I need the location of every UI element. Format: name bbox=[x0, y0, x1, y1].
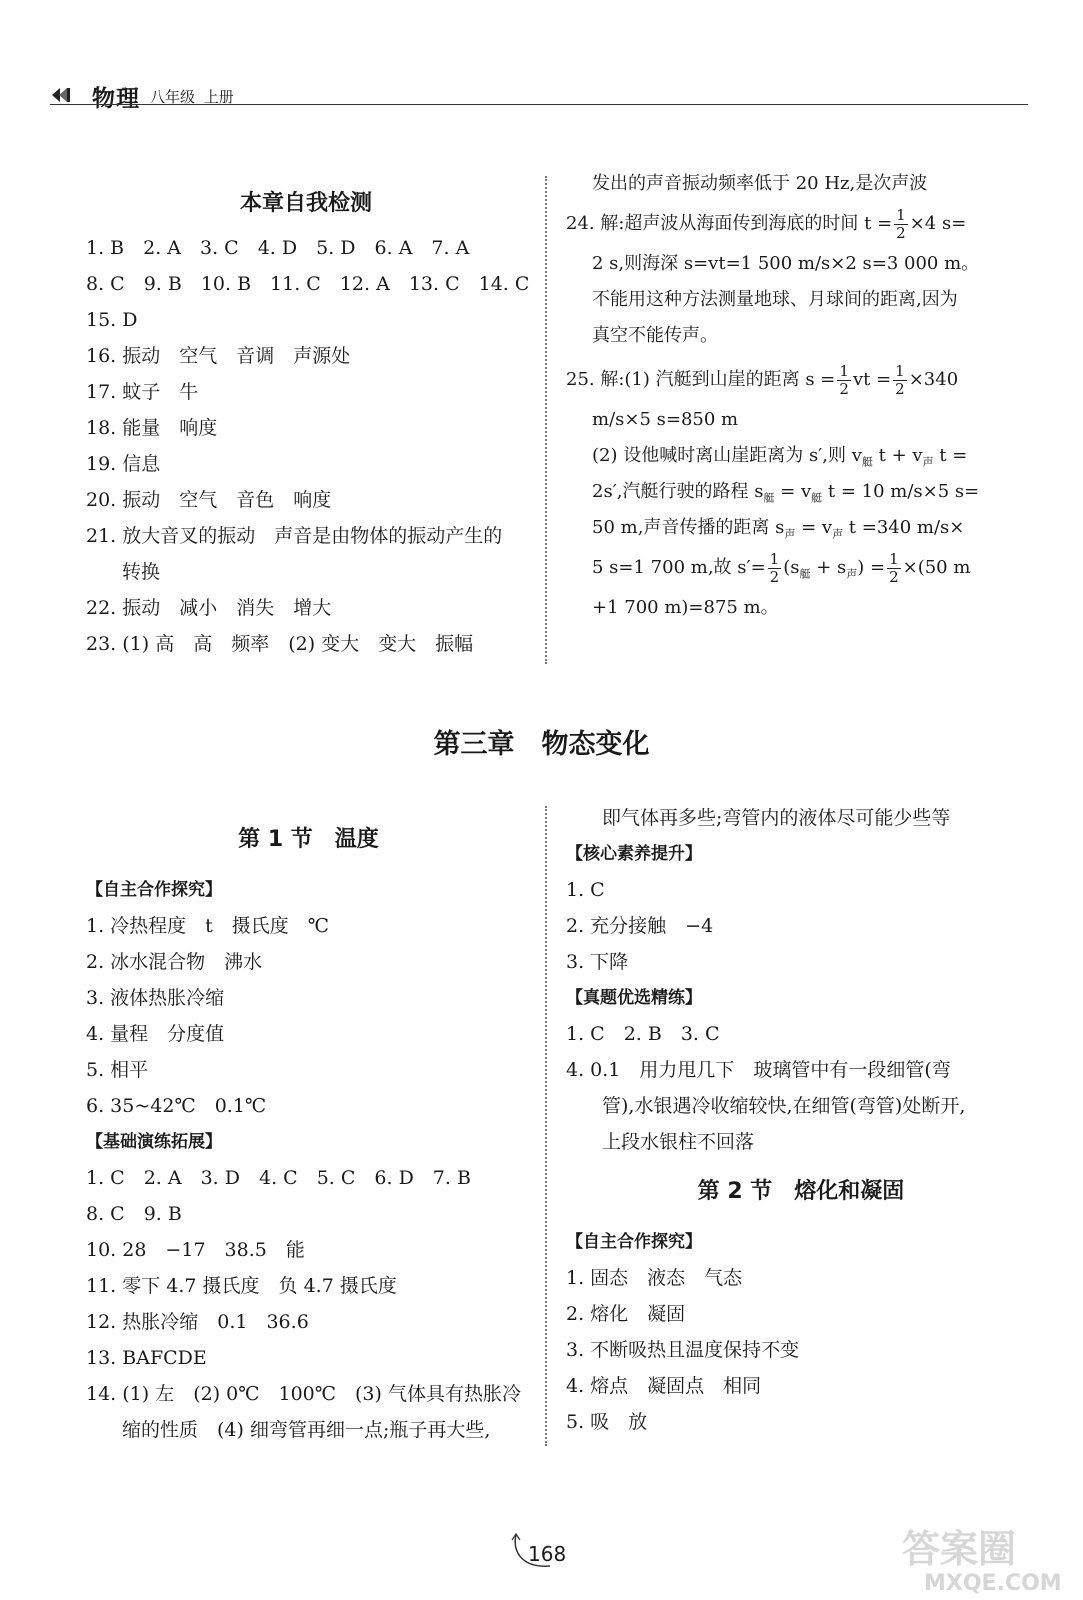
answer-line: 13. BAFCDE bbox=[86, 1347, 207, 1369]
text: 2s′,汽艇行驶的路程 s bbox=[592, 481, 764, 502]
answer-line: 15. D bbox=[86, 309, 138, 331]
fraction-numerator: 1 bbox=[769, 549, 780, 568]
text: (2) 设他喊时离山崖距离为 s′,则 v bbox=[592, 445, 862, 466]
fraction-half bbox=[894, 207, 908, 242]
answer-line: 20. 振动 空气 音色 响度 bbox=[86, 489, 332, 511]
fraction-denominator: 2 bbox=[889, 567, 899, 586]
answer-line: 3. 下降 bbox=[566, 951, 629, 973]
text: ×4 s= bbox=[909, 213, 967, 234]
text: ) = bbox=[857, 557, 886, 578]
answer-line: 12. 热胀冷缩 0.1 36.6 bbox=[86, 1311, 309, 1333]
subscript: 声 bbox=[784, 527, 796, 541]
fraction-half bbox=[887, 551, 901, 586]
answer-line: 不能用这种方法测量地球、月球间的距离,因为 bbox=[592, 289, 958, 310]
answer-line: 2. 充分接触 −4 bbox=[566, 915, 714, 937]
answer-line: 19. 信息 bbox=[86, 453, 161, 475]
fraction-half bbox=[893, 363, 907, 398]
text: t + v bbox=[872, 445, 923, 466]
section-tag: 【自主合作探究】 bbox=[86, 880, 222, 900]
fraction-half bbox=[837, 363, 851, 398]
fraction-denominator: 2 bbox=[895, 379, 905, 398]
bottom-right-column bbox=[566, 800, 1036, 1440]
answer-line: 5. 吸 放 bbox=[566, 1411, 648, 1433]
answer-line: m/s×5 s=850 m bbox=[592, 409, 739, 430]
fraction-denominator: 2 bbox=[839, 379, 849, 398]
answer-line: 1. C bbox=[566, 879, 605, 901]
answer-line: 4. 0.1 用力甩几下 玻璃管中有一段细管(弯 bbox=[566, 1059, 951, 1081]
answer-line: 即气体再多些;弯管内的液体尽可能少些等 bbox=[602, 807, 951, 829]
text: 50 m,声音传播的距离 s bbox=[592, 517, 785, 538]
answer-line bbox=[566, 474, 1036, 510]
answer-line: 14. (1) 左 (2) 0℃ 100℃ (3) 气体具有热胀冷 bbox=[86, 1383, 521, 1405]
answer-line: 1. 固态 液态 气态 bbox=[566, 1267, 743, 1289]
answer-line: 3. 液体热胀冷缩 bbox=[86, 987, 225, 1009]
answer-line: 缩的性质 (4) 细弯管再细一点;瓶子再大些, bbox=[122, 1419, 491, 1441]
text: 24. 解:超声波从海面传到海底的时间 t = bbox=[566, 213, 893, 234]
chapter-title: 第三章 物态变化 bbox=[433, 729, 650, 760]
answer-line: 1. C 2. A 3. D 4. C 5. C 6. D 7. B bbox=[86, 1167, 471, 1189]
section-tag: 【真题优选精练】 bbox=[566, 988, 702, 1008]
answer-line-24 bbox=[566, 202, 1036, 246]
answer-line: 4. 量程 分度值 bbox=[86, 1023, 225, 1045]
section-tag: 【自主合作探究】 bbox=[566, 1232, 702, 1252]
header-title: 物理 bbox=[92, 86, 140, 112]
subscript: 艇 bbox=[763, 491, 775, 505]
text: vt = bbox=[852, 369, 892, 390]
top-left-column bbox=[86, 182, 530, 662]
answer-line bbox=[566, 510, 1036, 546]
fraction-numerator: 1 bbox=[895, 361, 905, 380]
header-arrow-logo-icon bbox=[50, 84, 72, 106]
subscript: 艇 bbox=[811, 491, 823, 505]
answer-line: 21. 放大音叉的振动 声音是由物体的振动产生的 bbox=[86, 525, 503, 547]
bottom-left-column bbox=[86, 818, 531, 1448]
column-divider-bottom bbox=[545, 806, 547, 1446]
section-title-melting: 第 2 节 熔化和凝固 bbox=[697, 1179, 905, 1204]
answer-line: 17. 蚊子 牛 bbox=[86, 381, 199, 403]
answer-line bbox=[566, 438, 1036, 474]
answer-line: 2. 冰水混合物 沸水 bbox=[86, 951, 263, 973]
answer-line: 6. 35~42℃ 0.1℃ bbox=[86, 1095, 267, 1117]
answer-line: 真空不能传声。 bbox=[592, 325, 718, 346]
header-rule bbox=[50, 104, 1028, 105]
answer-line: 2 s,则海深 s=vt=1 500 m/s×2 s=3 000 m。 bbox=[592, 253, 980, 274]
watermark-text: 答案圈 bbox=[902, 1527, 1017, 1571]
text: t = bbox=[933, 445, 968, 466]
answer-line-25 bbox=[566, 358, 1036, 402]
answer-line: 1. B 2. A 3. C 4. D 5. D 6. A 7. A bbox=[86, 237, 470, 259]
text: = v bbox=[774, 481, 812, 502]
text: ×(50 m bbox=[902, 557, 971, 578]
answer-line bbox=[566, 546, 1036, 590]
header-subtitle: 八年级 上册 bbox=[150, 88, 234, 106]
answer-line: 10. 28 −17 38.5 能 bbox=[86, 1239, 305, 1261]
answer-line: 8. C 9. B 10. B 11. C 12. A 13. C 14. C bbox=[86, 273, 530, 295]
fraction-denominator: 2 bbox=[769, 567, 780, 586]
answer-line: 18. 能量 响度 bbox=[86, 417, 218, 439]
answer-line: 转换 bbox=[122, 561, 161, 583]
section-title-temperature: 第 1 节 温度 bbox=[238, 827, 379, 852]
answer-line: 发出的声音振动频率低于 20 Hz,是次声波 bbox=[592, 173, 928, 194]
answer-line: 8. C 9. B bbox=[86, 1203, 182, 1225]
answer-line: 1. C 2. B 3. C bbox=[566, 1023, 720, 1045]
subscript: 声 bbox=[846, 567, 858, 581]
column-divider-top bbox=[545, 176, 547, 664]
text: t =340 m/s× bbox=[843, 517, 965, 538]
top-right-column bbox=[566, 166, 1036, 626]
answer-line: 上段水银柱不回落 bbox=[602, 1131, 755, 1153]
answer-line: 22. 振动 减小 消失 增大 bbox=[86, 597, 332, 619]
subscript: 艇 bbox=[799, 567, 811, 581]
section-title-self-check: 本章自我检测 bbox=[239, 191, 372, 216]
text: + s bbox=[810, 557, 847, 578]
section-tag: 【基础演练拓展】 bbox=[86, 1132, 222, 1152]
answer-line: 1. 冷热程度 t 摄氏度 ℃ bbox=[86, 915, 330, 937]
fraction-numerator: 1 bbox=[839, 361, 849, 380]
answer-line: +1 700 m)=875 m。 bbox=[592, 597, 779, 618]
fraction-half bbox=[768, 551, 782, 586]
answer-line: 11. 零下 4.7 摄氏度 负 4.7 摄氏度 bbox=[86, 1275, 397, 1297]
text: 25. 解:(1) 汽艇到山崖的距离 s = bbox=[566, 369, 836, 390]
fraction-numerator: 1 bbox=[889, 549, 899, 568]
text: ×340 bbox=[908, 369, 959, 390]
subscript: 艇 bbox=[861, 455, 873, 469]
fraction-denominator: 2 bbox=[896, 223, 906, 242]
answer-line: 16. 振动 空气 音调 声源处 bbox=[86, 345, 351, 367]
text: 5 s=1 700 m,故 s′= bbox=[592, 557, 766, 578]
text: t = 10 m/s×5 s= bbox=[822, 481, 980, 502]
answer-line: 4. 熔点 凝固点 相同 bbox=[566, 1375, 762, 1397]
answer-line: 3. 不断吸热且温度保持不变 bbox=[566, 1339, 800, 1361]
section-tag: 【核心素养提升】 bbox=[566, 844, 702, 864]
text: (s bbox=[783, 557, 800, 578]
watermark-logo bbox=[894, 1520, 1074, 1596]
subscript: 声 bbox=[832, 527, 844, 541]
subscript: 声 bbox=[922, 455, 934, 469]
answer-line: 23. (1) 高 高 频率 (2) 变大 变大 振幅 bbox=[86, 633, 474, 655]
answer-line: 管),水银遇冷收缩较快,在细管(弯管)处断开, bbox=[602, 1095, 966, 1117]
answer-line: 2. 熔化 凝固 bbox=[566, 1303, 686, 1325]
answer-line: 5. 相平 bbox=[86, 1059, 149, 1081]
text: = v bbox=[795, 517, 833, 538]
page-number: 168 bbox=[528, 1542, 567, 1566]
fraction-numerator: 1 bbox=[896, 205, 906, 224]
watermark-domain: MXQE.COM bbox=[924, 1571, 1062, 1596]
